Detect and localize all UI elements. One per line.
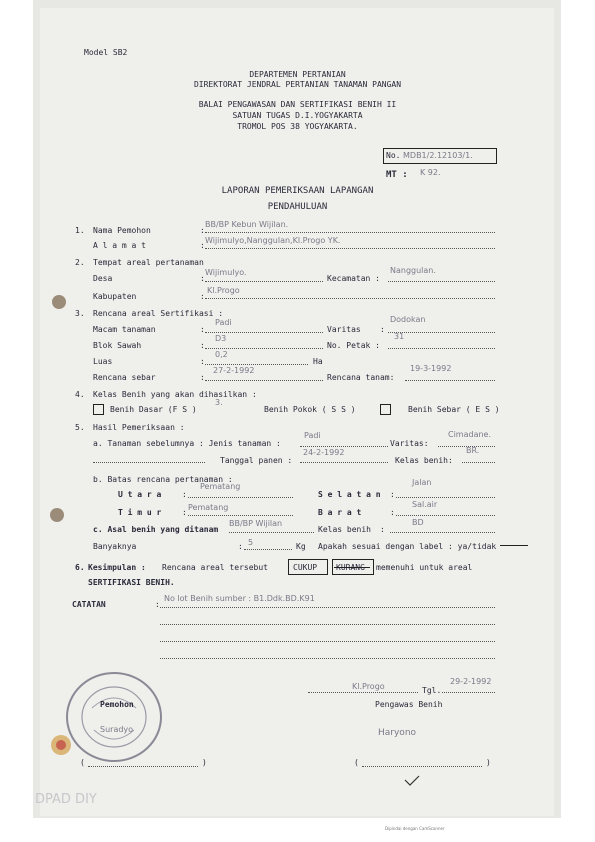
utara-value: Pematang: [200, 482, 241, 491]
section-4-number: 4.: [75, 390, 85, 399]
dotted-line: [205, 281, 323, 282]
dotted-line: [205, 298, 495, 299]
dotted-line: [205, 332, 323, 333]
colon: :: [200, 373, 205, 382]
luas-value: 0,2: [215, 350, 228, 359]
kurang-strikeout: [334, 567, 370, 568]
scanner-footer: Dipindai dengan CamScanner: [385, 826, 445, 831]
benih-pokok-checkbox[interactable]: [380, 404, 391, 415]
colon: :: [200, 341, 205, 350]
dotted-line: [188, 497, 293, 498]
benih-pokok-label: Benih Pokok ( S S ): [264, 405, 356, 414]
dotted-line: [205, 232, 495, 233]
selatan-label: S e l a t a n: [318, 490, 381, 499]
apakah-sesuai-label: Apakah sesuai dengan label : ya/tidak: [318, 542, 497, 551]
colon: :: [155, 600, 160, 609]
section-3-number: 3.: [75, 309, 85, 318]
seal-logo: [50, 734, 72, 756]
varitas-value: Dodokan: [390, 315, 426, 324]
dotted-line: [244, 549, 292, 550]
alamat-label: A l a m a t: [93, 241, 146, 250]
punch-hole-bottom: [50, 508, 64, 522]
dotted-line: [308, 692, 418, 693]
utara-label: U t a r a: [118, 490, 162, 499]
catatan-value: No lot Benih sumber : B1.Ddk.BD.K91: [164, 594, 315, 603]
dotted-line: [188, 515, 293, 516]
kelas-benih-sebelumnya-label: Kelas benih:: [395, 456, 453, 465]
rencana-sebar-value: 27-2-1992: [213, 366, 255, 375]
dotted-line: [300, 462, 388, 463]
blok-sawah-value: D3: [215, 334, 227, 343]
colon: :: [200, 292, 205, 301]
section-6-number: 6.: [75, 563, 85, 572]
varitas-label: Varitas: [327, 325, 361, 334]
rencana-tanam-value: 19-3-1992: [410, 364, 452, 373]
kelas-benih-sebelumnya-value: BR.: [466, 446, 480, 455]
pengawas-open-paren: (: [354, 758, 359, 767]
barat-label: B a r a t: [318, 508, 362, 517]
header-line-3: BALAI PENGAWASAN DAN SERTIFIKASI BENIH II: [198, 100, 397, 109]
pengawas-signature-line: [362, 766, 482, 767]
banyaknya-label: Banyaknya: [93, 542, 137, 551]
pemohon-close-paren: ): [202, 758, 207, 767]
timur-value: Pematang: [188, 503, 229, 512]
blok-sawah-label: Blok Sawah: [93, 341, 142, 350]
benih-dasar-checkbox[interactable]: [93, 404, 104, 415]
section-5-number: 5.: [75, 423, 85, 432]
asal-benih-value: BB/BP Wijilan: [229, 519, 283, 528]
nama-pemohon-label: Nama Pemohon: [93, 226, 151, 235]
tanggal-panen-value: 24-2-1992: [303, 448, 345, 457]
rencana-areal-label: Rencana areal Sertifikasi :: [93, 309, 224, 318]
dotted-line: [442, 692, 495, 693]
place-value: Kl.Progo: [352, 682, 385, 691]
pemohon-open-paren: (: [80, 758, 85, 767]
dotted-line: [300, 446, 388, 447]
nama-pemohon-value: BB/BP Kebun Wijilan.: [205, 220, 289, 229]
header-line-5: TROMOL POS 38 YOGYAKARTA.: [237, 122, 358, 131]
tanggal-panen-label: Tanggal panen :: [220, 456, 293, 465]
section-1-number: 1.: [75, 226, 85, 235]
timur-label: T i m u r: [118, 508, 162, 517]
colon: :: [238, 542, 243, 551]
header-line-2: DIREKTORAT JENDRAL PERTANIAN TANAMAN PANGAN: [193, 80, 402, 89]
varitas-sebelumnya-label: Varitas:: [390, 439, 429, 448]
kelas-benih-label: Kelas Benih yang akan dihasilkan :: [93, 390, 257, 399]
colon: :: [200, 226, 205, 235]
batas-rencana-label: b. Batas rencana pertanaman :: [93, 475, 233, 484]
asal-benih-label: c. Asal benih yang ditanam: [93, 525, 219, 534]
desa-label: Desa: [93, 274, 113, 283]
dotted-line: [388, 348, 495, 349]
kabupaten-label: Kabupaten: [93, 292, 137, 301]
colon: :: [182, 490, 187, 499]
kesimpulan-label: Kesimpulan :: [88, 563, 146, 572]
macam-tanaman-value: Padi: [215, 318, 232, 327]
jenis-tanaman-value: Padi: [304, 431, 321, 440]
kelas-benih-asal-value: BD: [412, 518, 424, 527]
kecamatan-label: Kecamatan :: [327, 274, 380, 283]
pengawas-close-paren: ): [486, 758, 491, 767]
desa-value: Wijimulyo.: [205, 268, 247, 277]
dotted-line: [396, 497, 495, 498]
tidak-strikeout: [500, 545, 528, 546]
benih-dasar-label: Benih Dasar (F S ): [110, 405, 197, 414]
colon: :: [182, 508, 187, 517]
watermark: DPAD DIY: [35, 792, 97, 807]
model-label: Model SB2: [84, 48, 128, 57]
tanaman-sebelumnya-label: a. Tanaman sebelumnya : Jenis tanaman :: [93, 439, 281, 448]
rencana-tanam-label: Rencana tanam:: [327, 373, 395, 382]
report-title: LAPORAN PEMERIKSAAN LAPANGAN: [221, 186, 374, 196]
kelas-benih-asal-label: Kelas benih: [318, 525, 371, 534]
pengawas-label: Pengawas Benih: [375, 700, 443, 709]
selatan-value: Jalan: [412, 478, 432, 487]
dotted-line: [160, 658, 495, 659]
dotted-line: [160, 641, 495, 642]
pemohon-name: Suradyo: [100, 725, 134, 734]
macam-tanaman-label: Macam tanaman: [93, 325, 156, 334]
luas-label: Luas: [93, 357, 113, 366]
dotted-line: [390, 532, 495, 533]
colon: :: [380, 325, 385, 334]
colon: :: [200, 357, 205, 366]
dotted-line: [396, 515, 495, 516]
colon: :: [200, 274, 205, 283]
colon: :: [390, 490, 395, 499]
header-line-1: DEPARTEMEN PERTANIAN: [249, 70, 346, 79]
date-value: 29-2-1992: [450, 677, 492, 686]
rencana-sebar-label: Rencana sebar: [93, 373, 156, 382]
number-label: No.: [386, 151, 401, 160]
alamat-value: Wijimulyo,Nanggulan,Kl.Progo YK.: [205, 236, 341, 245]
kurang-label: KURANG: [336, 563, 365, 572]
dotted-line: [462, 462, 495, 463]
dotted-line: [205, 364, 308, 365]
mt-value: K 92.: [420, 168, 441, 177]
kesimpulan-text-1: Rencana areal tersebut: [162, 563, 268, 572]
ha-label: Ha: [313, 357, 323, 366]
kabupaten-value: Kl.Progo: [207, 286, 240, 295]
colon: :: [380, 525, 385, 534]
mt-label: MT :: [386, 170, 408, 180]
benih-dasar-mark: 3.: [215, 398, 223, 407]
benih-sebar-label: Benih Sebar ( E S ): [408, 405, 500, 414]
tempat-areal-label: Tempat areal pertanaman: [93, 258, 204, 267]
pemohon-signature-line: [88, 766, 198, 767]
kecamatan-value: Nanggulan.: [390, 266, 436, 275]
official-stamp: [62, 668, 166, 766]
dotted-line: [160, 624, 495, 625]
kesimpulan-text-2: memenuhi untuk areal: [376, 563, 473, 572]
dotted-line: [388, 281, 495, 282]
no-petak-label: No. Petak :: [327, 341, 380, 350]
dotted-line: [160, 607, 495, 608]
report-subtitle: PENDAHULUAN: [267, 202, 328, 212]
no-petak-value: 31: [394, 332, 405, 341]
dotted-line: [229, 532, 314, 533]
tgl-label: Tgl.: [422, 686, 442, 695]
check-mark-icon: [404, 775, 420, 787]
colon: :: [200, 325, 205, 334]
section-2-number: 2.: [75, 258, 85, 267]
kesimpulan-text-3: SERTIFIKASI BENIH.: [88, 578, 175, 587]
punch-hole-top: [52, 295, 66, 309]
pengawas-name: Haryono: [378, 728, 417, 738]
pemohon-label: Pemohon: [100, 700, 134, 709]
dotted-line: [93, 462, 205, 463]
cukup-label: CUKUP: [293, 563, 318, 572]
colon: :: [390, 508, 395, 517]
banyaknya-value: 5: [248, 538, 254, 547]
dotted-line: [405, 380, 495, 381]
catatan-label: CATATAN: [72, 600, 106, 609]
dotted-line: [205, 380, 323, 381]
varitas-sebelumnya-value: Cimadane.: [448, 430, 492, 439]
dotted-line: [205, 248, 495, 249]
number-value: MDB1/2.12103/1.: [403, 151, 473, 160]
dotted-line: [205, 348, 323, 349]
barat-value: Sal.air: [412, 500, 438, 509]
colon: :: [200, 241, 205, 250]
header-line-4: SATUAN TUGAS D.I.YOGYAKARTA: [232, 111, 363, 120]
hasil-pemeriksaan-label: Hasil Pemeriksaan :: [93, 423, 185, 432]
kg-label: Kg: [296, 542, 306, 551]
